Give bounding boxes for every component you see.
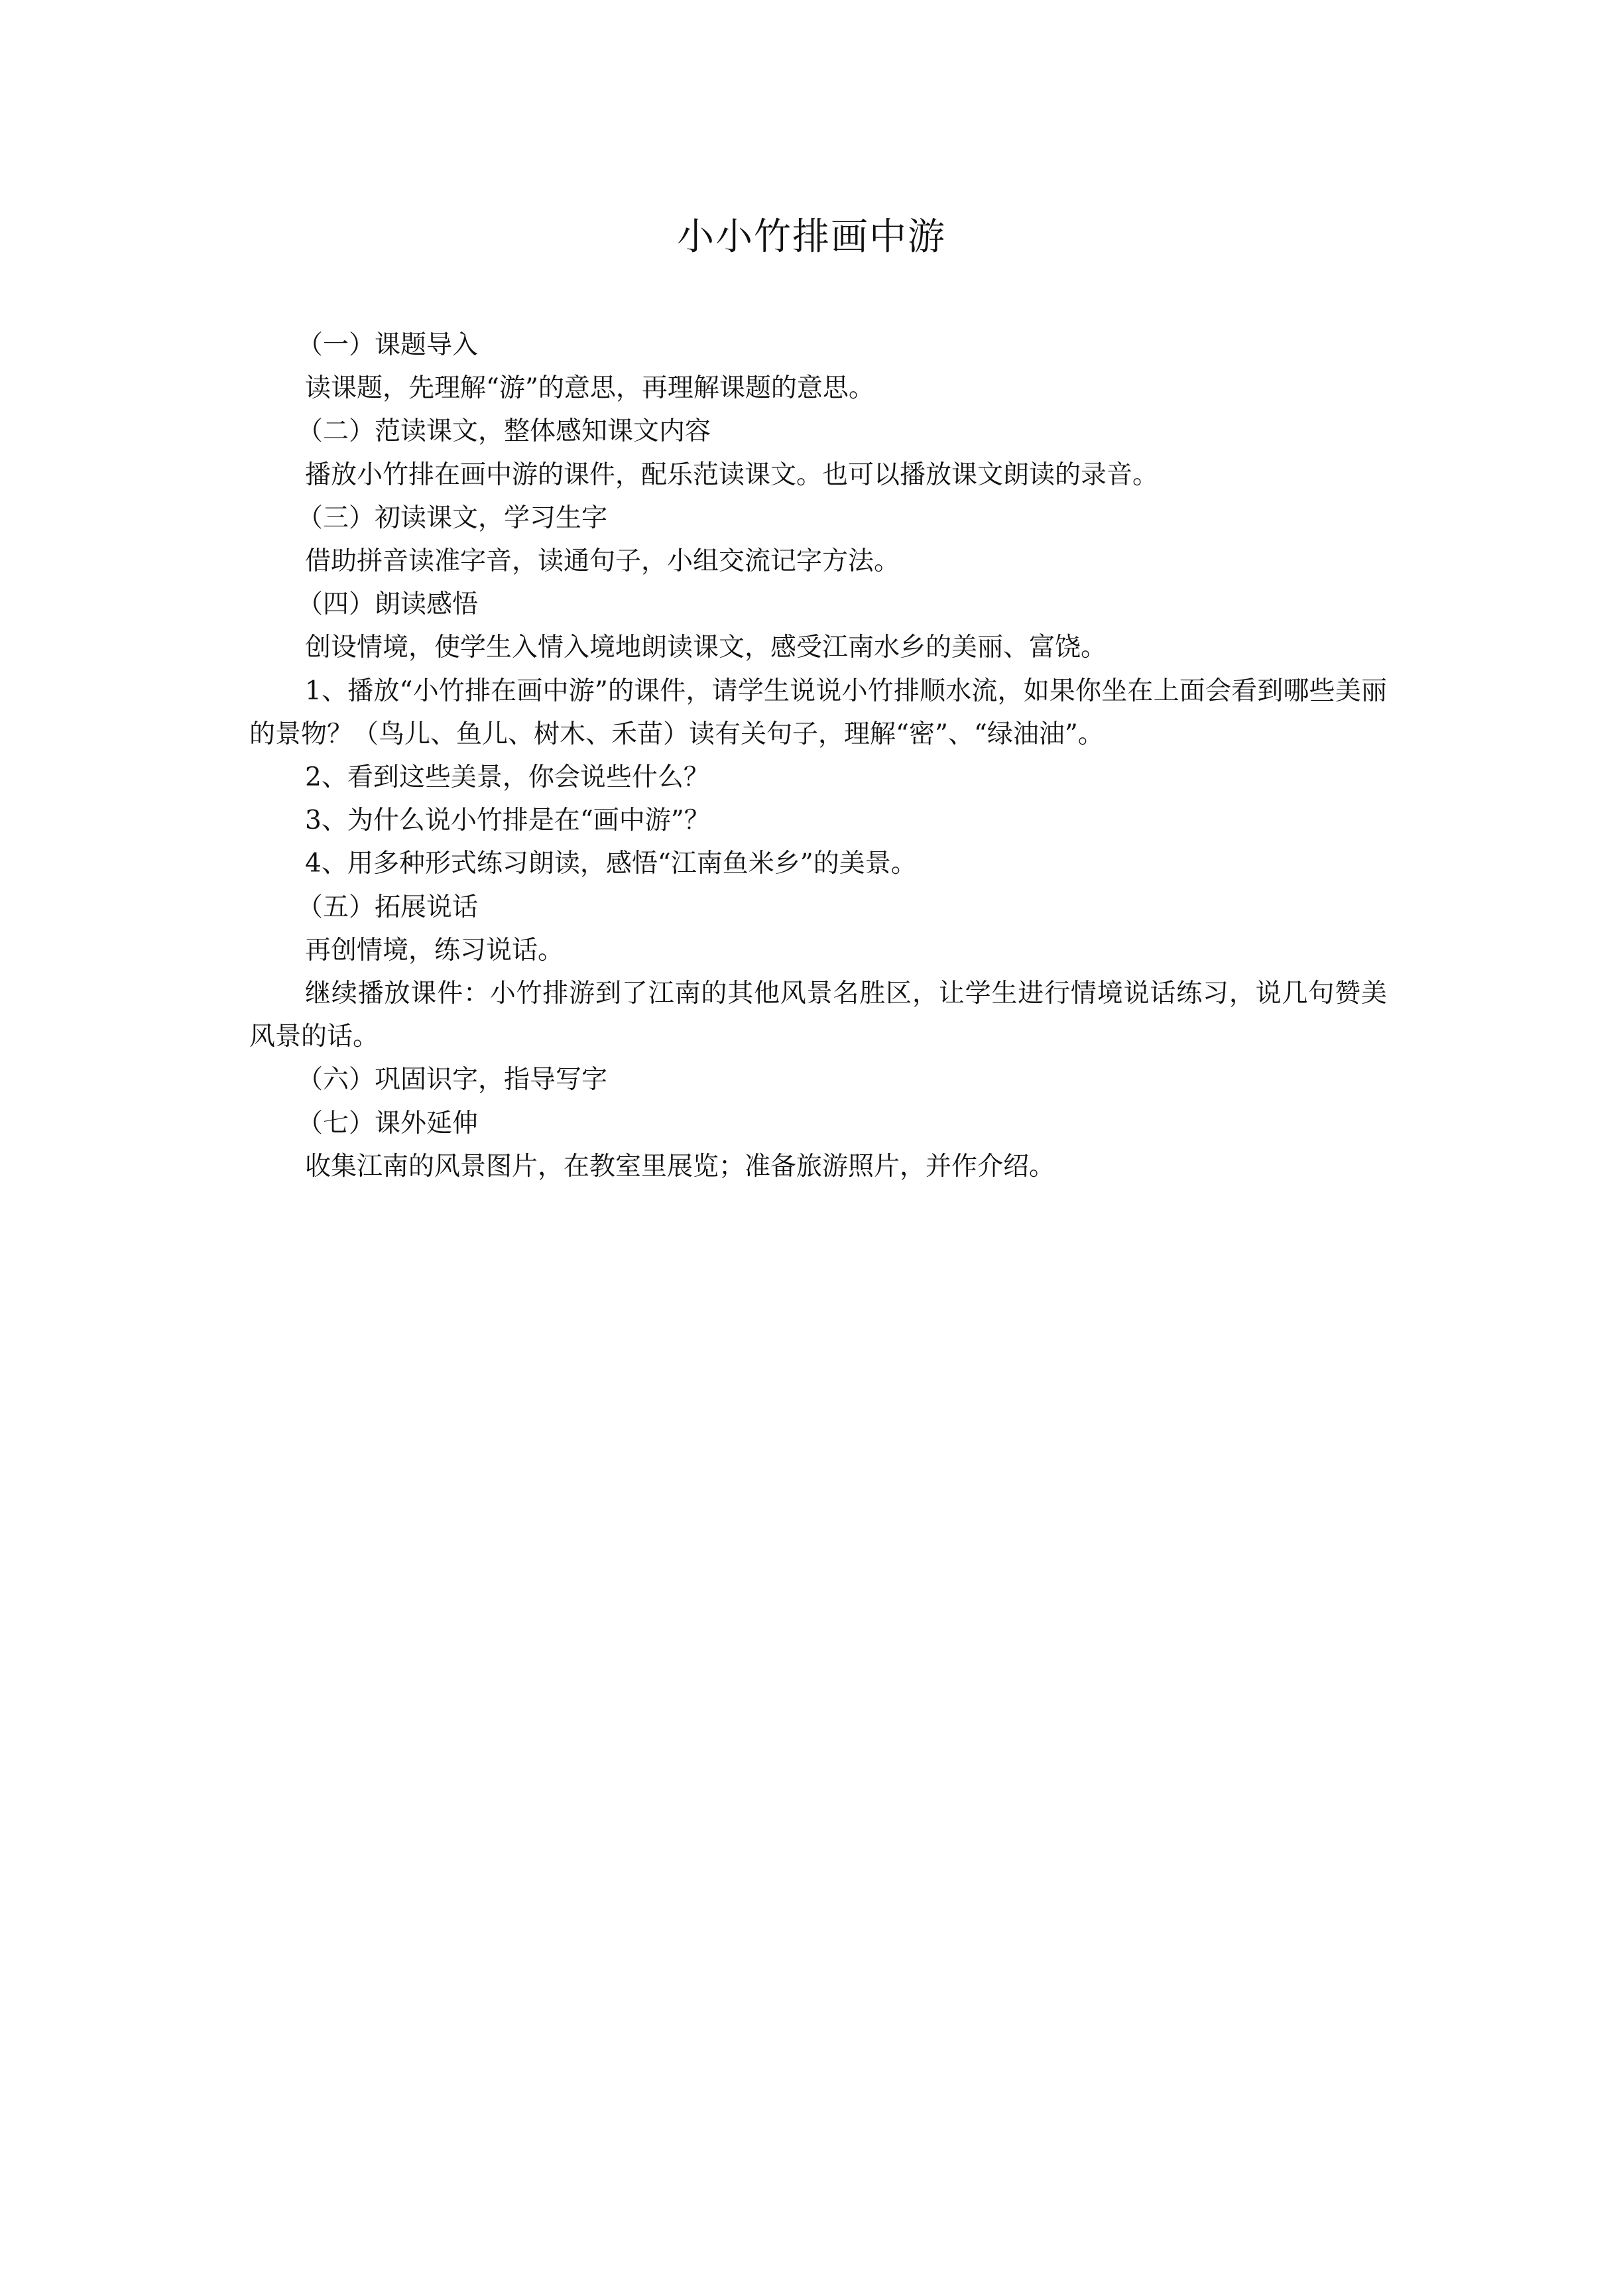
section-heading-first-reading: （三）初读课文，学习生字 [297, 503, 608, 533]
paragraph-step-3: 3、为什么说小竹排是在“画中游”？ [305, 806, 710, 836]
paragraph-intro-text: 读课题，先理解“游”的意思，再理解课题的意思。 [305, 373, 874, 404]
paragraph-speaking-courseware: 继续播放课件：小竹排游到了江南的其他风景名胜区，让学生进行情境说话练习，说几句赞美风景的话。 [249, 979, 1387, 1052]
paragraph-first-reading-text: 借助拼音读准字音，读通句子，小组交流记字方法。 [305, 546, 900, 577]
paragraph-extension-text: 收集江南的风景图片，在教室里展览；准备旅游照片，并作介绍。 [305, 1151, 1055, 1181]
section-heading-intro: （一）课题导入 [297, 330, 479, 360]
paragraph-step-4: 4、用多种形式练习朗读，感悟“江南鱼米乡”的美景。 [305, 849, 917, 879]
paragraph-step-1: 1、播放“小竹排在画中游”的课件，请学生说说小竹排顺水流，如果你坐在上面会看到哪些美丽的景物？（鸟儿、鱼儿、树木、禾苗）读有关句子，理解“密”、“绿油油”。 [249, 676, 1387, 749]
paragraph-speaking-text: 再创情境，练习说话。 [305, 935, 564, 965]
paragraph-step-2: 2、看到这些美景，你会说些什么？ [305, 762, 709, 793]
document-body [249, 324, 1387, 1188]
section-heading-reading-insight: （四）朗读感悟 [297, 589, 479, 620]
paragraph-model-reading-text: 播放小竹排在画中游的课件，配乐范读课文。也可以播放课文朗读的录音。 [305, 459, 1159, 490]
section-heading-consolidation: （六）巩固识字，指导写字 [297, 1065, 608, 1095]
section-heading-extension: （七）课外延伸 [297, 1108, 479, 1138]
paragraph-reading-insight-text: 创设情境，使学生入情入境地朗读课文，感受江南水乡的美丽、富饶。 [305, 633, 1107, 663]
page-title: 小小竹排画中游 [677, 215, 946, 259]
section-heading-model-reading: （二）范读课文，整体感知课文内容 [297, 416, 711, 447]
section-heading-speaking: （五）拓展说话 [297, 892, 479, 922]
